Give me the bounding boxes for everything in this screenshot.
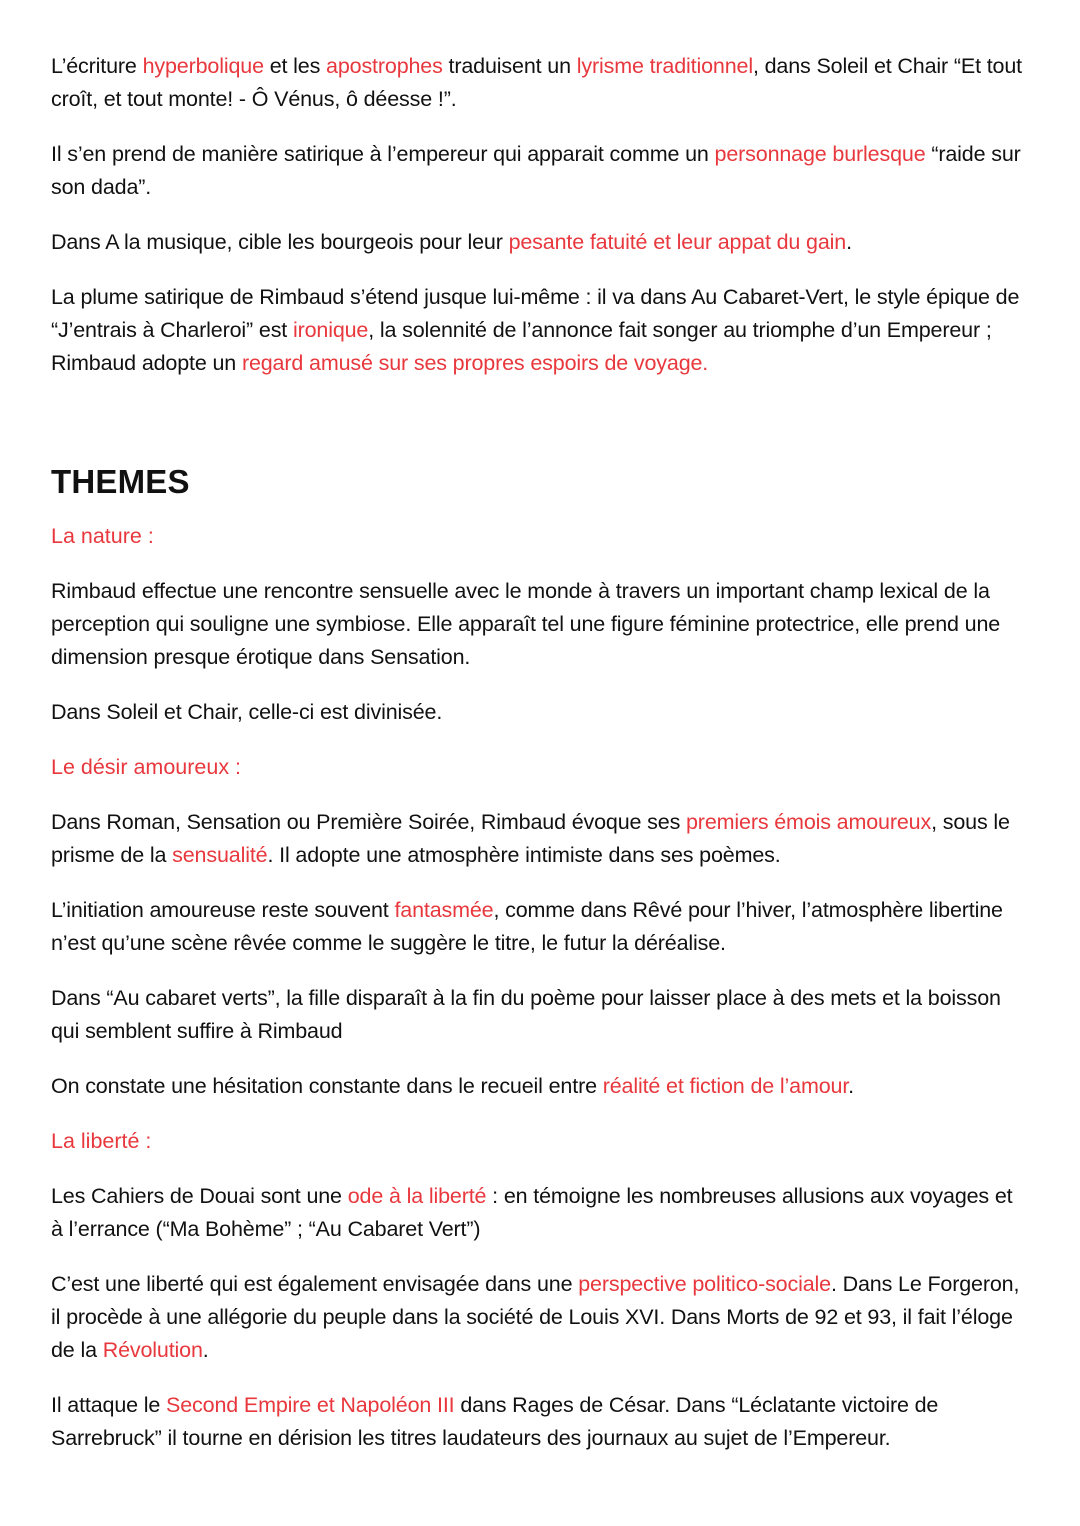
intro-section [51, 50, 1030, 380]
themes-section [51, 462, 1030, 1455]
paragraph [51, 1180, 1030, 1246]
paragraph [51, 1070, 1030, 1103]
body-text: , dans Soleil et Chair “Et tout croît, et tout monte! - Ô Vénus, ô déesse !”. [51, 54, 1022, 111]
body-text: . [846, 230, 852, 254]
highlighted-text: lyrisme traditionnel [576, 54, 753, 78]
body-text: et les [263, 54, 327, 78]
body-text: Dans Roman, Sensation ou Première Soirée, Rimbaud évoque ses [51, 810, 686, 834]
body-text: Il attaque le [51, 1393, 167, 1417]
body-text: Il s’en prend de manière satirique à l’empereur qui apparait comme un [51, 142, 715, 166]
highlighted-text: pesante fatuité et leur appat du gain [508, 230, 847, 254]
body-text: On constate une hésitation constante dans le recueil entre [51, 1074, 603, 1098]
highlighted-text: réalité et fiction de l’amour [602, 1074, 849, 1098]
body-text: “raide sur son dada”. [51, 142, 1021, 199]
highlighted-text: premiers émois amoureux [686, 810, 932, 834]
body-text: Dans A la musique, cible les bourgeois pour leur [51, 230, 509, 254]
body-text: Dans “Au cabaret verts”, la fille disparaît à la fin du poème pour laisser place à des mets et la boisson qui semblent suffire à Rimbaud [51, 986, 1001, 1043]
body-text: Les Cahiers de Douai sont une [51, 1184, 348, 1208]
paragraph [51, 226, 1030, 259]
subsection-heading: La liberté : [51, 1129, 152, 1153]
highlighted-text: ironique [292, 318, 369, 342]
paragraph [51, 894, 1030, 960]
highlighted-text: apostrophes [326, 54, 443, 78]
paragraph [51, 281, 1030, 380]
body-text: La plume satirique de Rimbaud s’étend jusque lui-même : il va dans Au Cabaret-Vert, le style épique de “J’entrais à Charleroi” est [51, 285, 1020, 342]
body-text: C’est une liberté qui est également envisagée dans une [51, 1272, 579, 1296]
body-text: dans Rages de César. Dans “Léclatante victoire de Sarrebruck” il tourne en dérision les titres laudateurs des journaux au sujet de l’Empereur. [51, 1393, 939, 1450]
body-text: Rimbaud effectue une rencontre sensuelle avec le monde à travers un important champ lexical de la perception qui souligne une symbiose. Elle apparaît tel une figure féminine protectrice, elle prend une dimension presque érotique dans Sensation. [51, 579, 1001, 669]
subsection-liberte [51, 1125, 1030, 1455]
highlighted-text: perspective politico-sociale [578, 1272, 831, 1296]
body-text: L’initiation amoureuse reste souvent [51, 898, 395, 922]
subsection-desir-amoureux [51, 751, 1030, 1103]
paragraph [51, 1389, 1030, 1455]
paragraph [51, 50, 1030, 116]
body-text: , la solennité de l’annonce fait songer au triomphe d’un Empereur ; Rimbaud adopte un [51, 318, 992, 375]
section-title: THEMES [51, 463, 190, 500]
body-text: traduisent un [442, 54, 577, 78]
body-text: . [202, 1338, 209, 1362]
paragraph [51, 696, 1030, 729]
highlighted-text: personnage burlesque [714, 142, 926, 166]
highlighted-text: Second Empire et Napoléon III [166, 1393, 455, 1417]
paragraph [51, 1268, 1030, 1367]
highlighted-text: sensualité [172, 843, 268, 867]
subsection-nature [51, 520, 1030, 729]
body-text: , comme dans Rêvé pour l’hiver, l’atmosphère libertine n’est qu’une scène rêvée comme le suggère le titre, le futur la déréalise. [51, 898, 1003, 955]
body-text: Dans Soleil et Chair, celle-ci est divinisée. [51, 700, 443, 724]
paragraph [51, 575, 1030, 674]
subsection-heading: La nature : [51, 524, 154, 548]
highlighted-text: fantasmée [394, 898, 494, 922]
highlighted-text: ode à la liberté [347, 1184, 487, 1208]
paragraph [51, 138, 1030, 204]
paragraph [51, 806, 1030, 872]
highlighted-text: Révolution [102, 1338, 203, 1362]
body-text: . Dans Le Forgeron, il procède à une allégorie du peuple dans la société de Louis XVI. Dans Morts de 92 et 93, il fait l’éloge de la [51, 1272, 1020, 1362]
highlighted-text: hyperbolique [142, 54, 264, 78]
subsection-heading: Le désir amoureux : [51, 755, 242, 779]
highlighted-text: regard amusé sur ses propres espoirs de voyage. [241, 351, 709, 375]
body-text: , sous le prisme de la [51, 810, 1010, 867]
body-text: . [848, 1074, 854, 1098]
body-text: L’écriture [51, 54, 143, 78]
paragraph [51, 982, 1030, 1048]
body-text: . Il adopte une atmosphère intimiste dans ses poèmes. [267, 843, 781, 867]
body-text: : en témoigne les nombreuses allusions aux voyages et à l’errance (“Ma Bohème” ; “Au Cabaret Vert”) [51, 1184, 1013, 1241]
